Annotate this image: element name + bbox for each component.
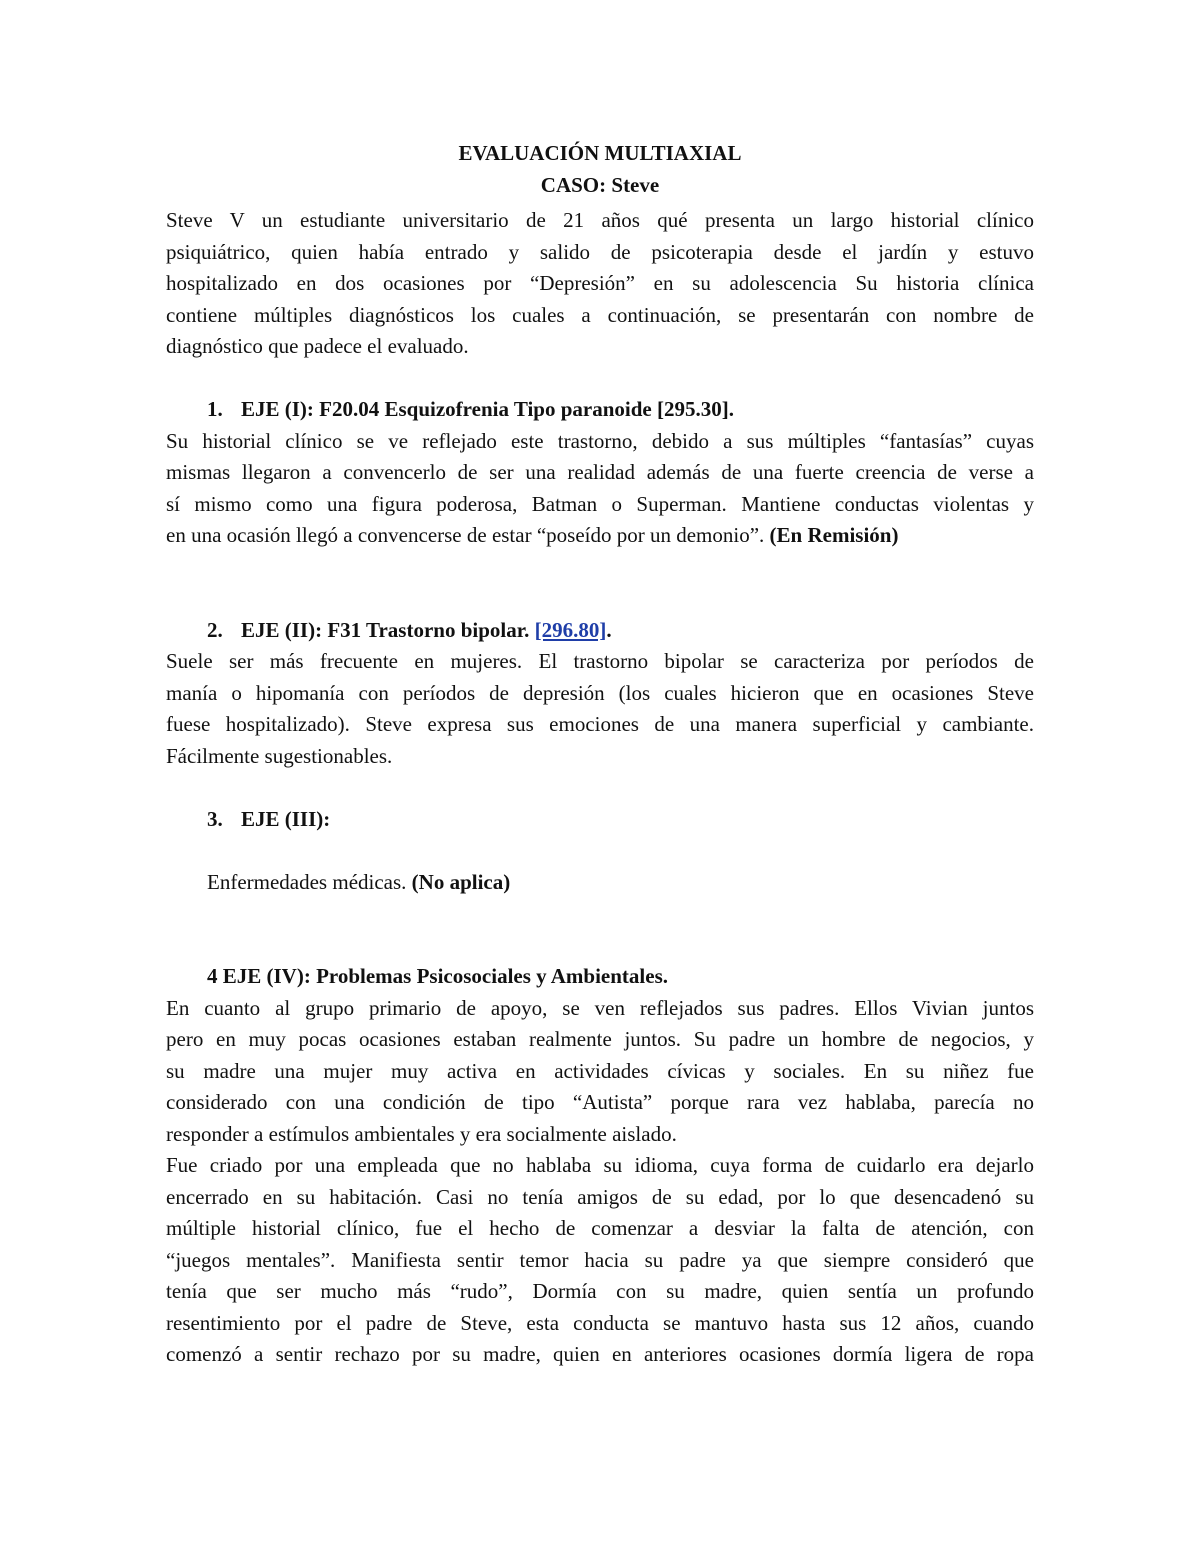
eje3-number: 3.: [207, 806, 223, 831]
eje1-last-line: [166, 520, 1034, 552]
case-label: CASO: Steve: [540, 172, 660, 197]
eje3-text-line: [166, 867, 1034, 899]
eje1-line: Su historial clínico se ve reflejado este trastorno, debido a sus múltiples “fantasías” cuyas: [166, 428, 1034, 453]
eje2-number: 2.: [207, 617, 223, 642]
eje1-paragraph: [166, 426, 1034, 552]
eje3-heading: [166, 804, 1034, 836]
spacer: [166, 552, 1034, 584]
eje1-status: (En Remisión): [769, 523, 899, 547]
eje1-heading: [166, 394, 1034, 426]
spacer: [166, 835, 1034, 867]
eje4-heading: 4 EJE (IV): Problemas Psicosociales y Ambientales.: [207, 964, 668, 988]
eje4-line: múltiple historial clínico, fue el hecho de comenzar a desviar la falta de atención, con: [166, 1216, 1034, 1240]
eje1-last-text: en una ocasión llegó a convencerse de estar “poseído por un demonio”.: [166, 523, 765, 547]
eje3-heading-text: EJE (III):: [241, 806, 331, 831]
eje4-line: encerrado en su habitación. Casi no tenía amigos de su edad, por lo que desencadenó su: [166, 1184, 1034, 1209]
eje2-paragraph: [166, 646, 1034, 772]
eje1-line: sí mismo como una figura poderosa, Batman o Superman. Mantiene conductas violentas y: [166, 491, 1034, 516]
eje4-paragraph-2: [166, 1150, 1034, 1371]
eje1-number: 1.: [207, 397, 223, 421]
spacer: [166, 772, 1034, 804]
spacer: [166, 363, 1034, 395]
document-page: [166, 138, 1034, 1371]
intro-line: Steve V un estudiante universitario de 21 años qué presenta un largo historial clínico: [166, 208, 1034, 232]
eje3-text: Enfermedades médicas.: [207, 869, 407, 894]
intro-line: contiene múltiples diagnósticos los cuales a continuación, se presentarán con nombre de: [166, 302, 1034, 327]
eje4-line: “juegos mentales”. Manifiesta sentir temor hacia su padre ya que siempre consideró que: [166, 1247, 1034, 1272]
intro-line: diagnóstico que padece el evaluado.: [166, 334, 469, 358]
eje2-heading-end: .: [606, 617, 612, 642]
eje2-line: fuese hospitalizado). Steve expresa sus emociones de una manera superficial y cambiante.: [166, 712, 1034, 736]
eje4-line: Fue criado por una empleada que no hablaba su idioma, cuya forma de cuidarlo era dejarlo: [166, 1153, 1034, 1177]
eje4-line: tenía que ser mucho más “rudo”, Dormía con su madre, quien sentía un profundo: [166, 1279, 1034, 1303]
eje2-heading-text: EJE (II): F31 Trastorno bipolar.: [241, 617, 530, 642]
eje4-line: su madre una mujer muy activa en actividades cívicas y sociales. En su niñez fue: [166, 1058, 1034, 1083]
eje4-line: responder a estímulos ambientales y era socialmente aislado.: [166, 1121, 677, 1146]
intro-line: hospitalizado en dos ocasiones por “Depresión” en su adolescencia Su historia clínica: [166, 271, 1034, 295]
eje2-line: manía o hipomanía con períodos de depresión (los cuales hicieron que en ocasiones Steve: [166, 680, 1034, 705]
eje4-line: comenzó a sentir rechazo por su madre, quien en anteriores ocasiones dormía ligera de ropa: [166, 1342, 1034, 1366]
spacer: [166, 583, 1034, 615]
eje2-last-line: Fácilmente sugestionables.: [166, 743, 393, 768]
intro-line: psiquiátrico, quien había entrado y salido de psicoterapia desde el jardín y estuvo: [166, 239, 1034, 264]
spacer: [166, 930, 1034, 962]
document-title: EVALUACIÓN MULTIAXIAL: [458, 141, 742, 165]
eje4-line: En cuanto al grupo primario de apoyo, se ven reflejados sus padres. Ellos Vivian juntos: [166, 995, 1034, 1020]
eje4-line: resentimiento por el padre de Steve, esta conducta se mantuvo hasta sus 12 años, cuando: [166, 1310, 1034, 1335]
eje2-heading: [166, 615, 1034, 647]
eje1-heading-text: EJE (I): F20.04 Esquizofrenia Tipo paranoide [295.30].: [241, 397, 734, 421]
eje3-status: (No aplica): [411, 869, 511, 894]
eje4-paragraph: [166, 993, 1034, 1151]
eje4-line: pero en muy pocas ocasiones estaban realmente juntos. Su padre un hombre de negocios, y: [166, 1027, 1034, 1051]
eje2-code-link[interactable]: [296.80]: [534, 617, 607, 642]
intro-paragraph: [166, 205, 1034, 363]
eje2-line: Suele ser más frecuente en mujeres. El trastorno bipolar se caracteriza por períodos de: [166, 649, 1034, 673]
eje4-line: considerado con una condición de tipo “Autista” porque rara vez hablaba, parecía no: [166, 1090, 1034, 1114]
spacer: [166, 898, 1034, 930]
eje1-line: mismas llegaron a convencerlo de ser una realidad además de una fuerte creencia de verse a: [166, 460, 1034, 484]
